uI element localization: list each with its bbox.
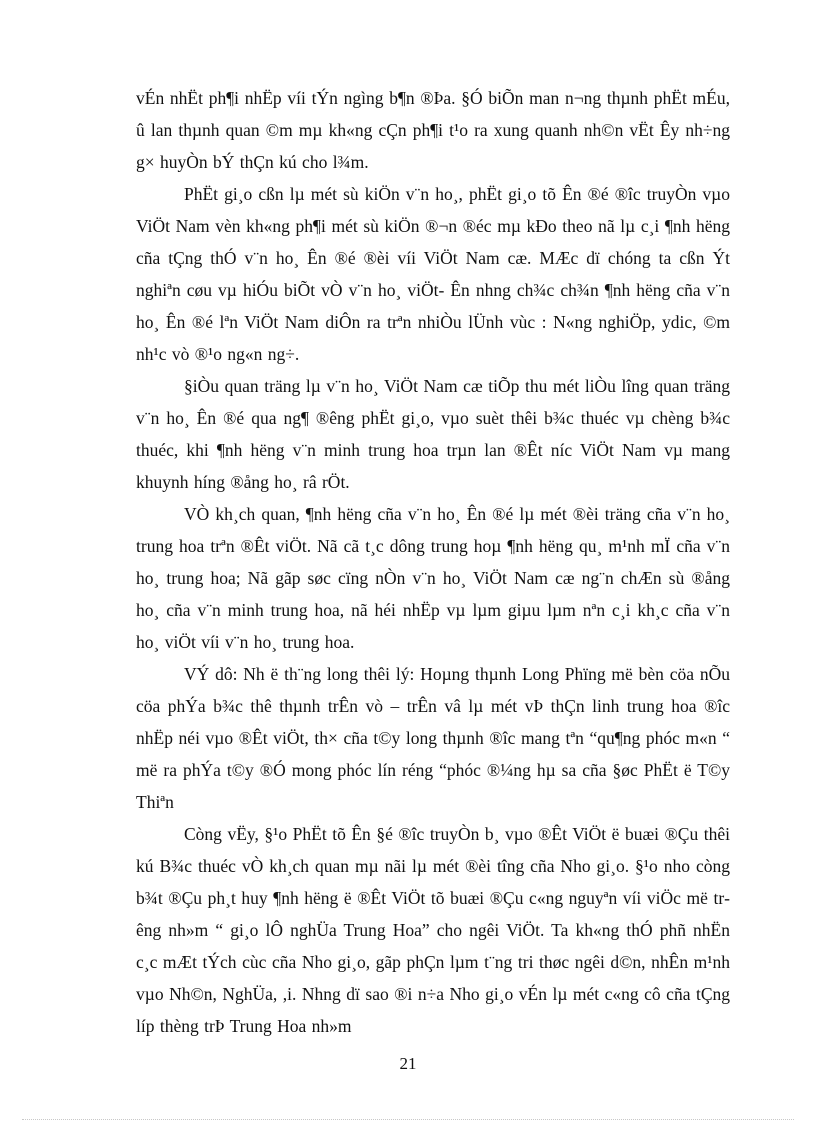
page-bottom-divider bbox=[22, 1119, 794, 1120]
paragraph: VÒ kh¸ch quan, ¶nh hëng cña v¨n ho¸ Ên ®é lµ mét ®èi träng cña v¨n ho¸ trung hoa trªn ®Êt viÖt. Nã cã t¸c dông trung hoµ ¶nh hëng qu¸ m¹nh mÏ cña v¨n ho¸ trung hoa; Nã gãp søc cïng nÒn v¨n ho¸ ViÖt Nam cæ ng¨n chÆn sù ®ång ho¸ cña v¨n minh trung hoa, nã héi nhËp vµ lµm giµu lµm nªn c¸i kh¸c cña v¨n ho¸ viÖt víi v¨n ho¸ trung hoa. bbox=[136, 504, 730, 652]
paragraph: PhËt gi¸o cßn lµ mét sù kiÖn v¨n ho¸, phËt gi¸o tõ Ên ®é ®îc truyÒn vµo ViÖt Nam vèn kh«ng ph¶i mét sù kiÖn ®¬n ®éc mµ kÐo theo nã lµ c¸i ¶nh hëng cña tÇng thÓ v¨n ho¸ Ên ®é ®èi víi ViÖt Nam cæ. MÆc dï chóng ta cßn Ýt nghiªn cøu vµ hiÓu biÕt vÒ v¨n ho¸ viÖt- Ên nhng ch¾c ch¾n ¶nh hëng cña v¨n ho¸ Ên ®é lªn ViÖt Nam diÔn ra trªn nhiÒu lÜnh vùc : N«ng nghiÖp, ydic, ©m nh¹c vò ®¹o ng«n ng÷. bbox=[136, 184, 730, 364]
paragraph: §iÒu quan träng lµ v¨n ho¸ ViÖt Nam cæ tiÕp thu mét liÒu lîng quan träng v¨n ho¸ Ên ®é qua ng¶ ®êng phËt gi¸o, vµo suèt thêi b¾c thuéc vµ chèng b¾c thuéc, khi ¶nh hëng v¨n minh trung hoa trµn lan ®Êt níc ViÖt Nam vµ mang khuynh híng ®ång ho¸ râ rÖt. bbox=[136, 376, 730, 492]
page-body bbox=[136, 82, 730, 1042]
paragraph-continued: vÉn nhËt ph¶i nhËp víi tÝn ngìng b¶n ®Þa. §Ó biÕn man n¬ng thµnh phËt mÉu, û lan thµnh quan ©m mµ kh«ng cÇn ph¶i t¹o ra xung quanh nh©n vËt Êy nh÷ng g× huyÒn bÝ thÇn kú cho l¾m. bbox=[136, 88, 730, 172]
page-number: 21 bbox=[399, 1054, 417, 1073]
paragraph: Còng vËy, §¹o PhËt tõ Ên §é ®îc truyÒn b¸ vµo ®Êt ViÖt ë buæi ®Çu thêi kú B¾c thuéc vÒ kh¸ch quan mµ nãi lµ mét ®èi tîng cña Nho gi¸o. §¹o nho còng b¾t ®Çu ph¸t huy ¶nh hëng ë ®Êt ViÖt tõ buæi ®Çu c«ng nguyªn víi viÖc më trêng nh»m “ gi¸o lÔ nghÜa Trung Hoa” cho ngêi ViÖt. Ta kh«ng thÓ phñ nhËn c¸c mÆt tÝch cùc cña Nho gi¸o, gãp phÇn lµm t¨ng tri thøc ngêi d©n, nhÊn m¹nh vµo Nh©n, NghÜa, ,i. Nhng dï sao ®i n÷a Nho gi¸o vÉn lµ mét c«ng cô cña tÇng líp thèng trÞ Trung Hoa nh»m bbox=[136, 824, 730, 1036]
paragraph: VÝ dô: Nh ë th¨ng long thêi lý: Hoµng thµnh Long Phïng më bèn cöa nÕu cöa phÝa b¾c thê thµnh trÊn vò – trÊn vâ lµ mét vÞ thÇn linh trung hoa ®îc nhËp néi vµo ®Êt viÖt, th× cña t©y long thµnh ®îc mang tªn “qu¶ng phóc m«n “ më ra phÝa t©y ®Ó mong phóc lín réng “phóc ®¼ng hµ sa cña §øc PhËt ë T©y Thiªn bbox=[136, 664, 730, 812]
